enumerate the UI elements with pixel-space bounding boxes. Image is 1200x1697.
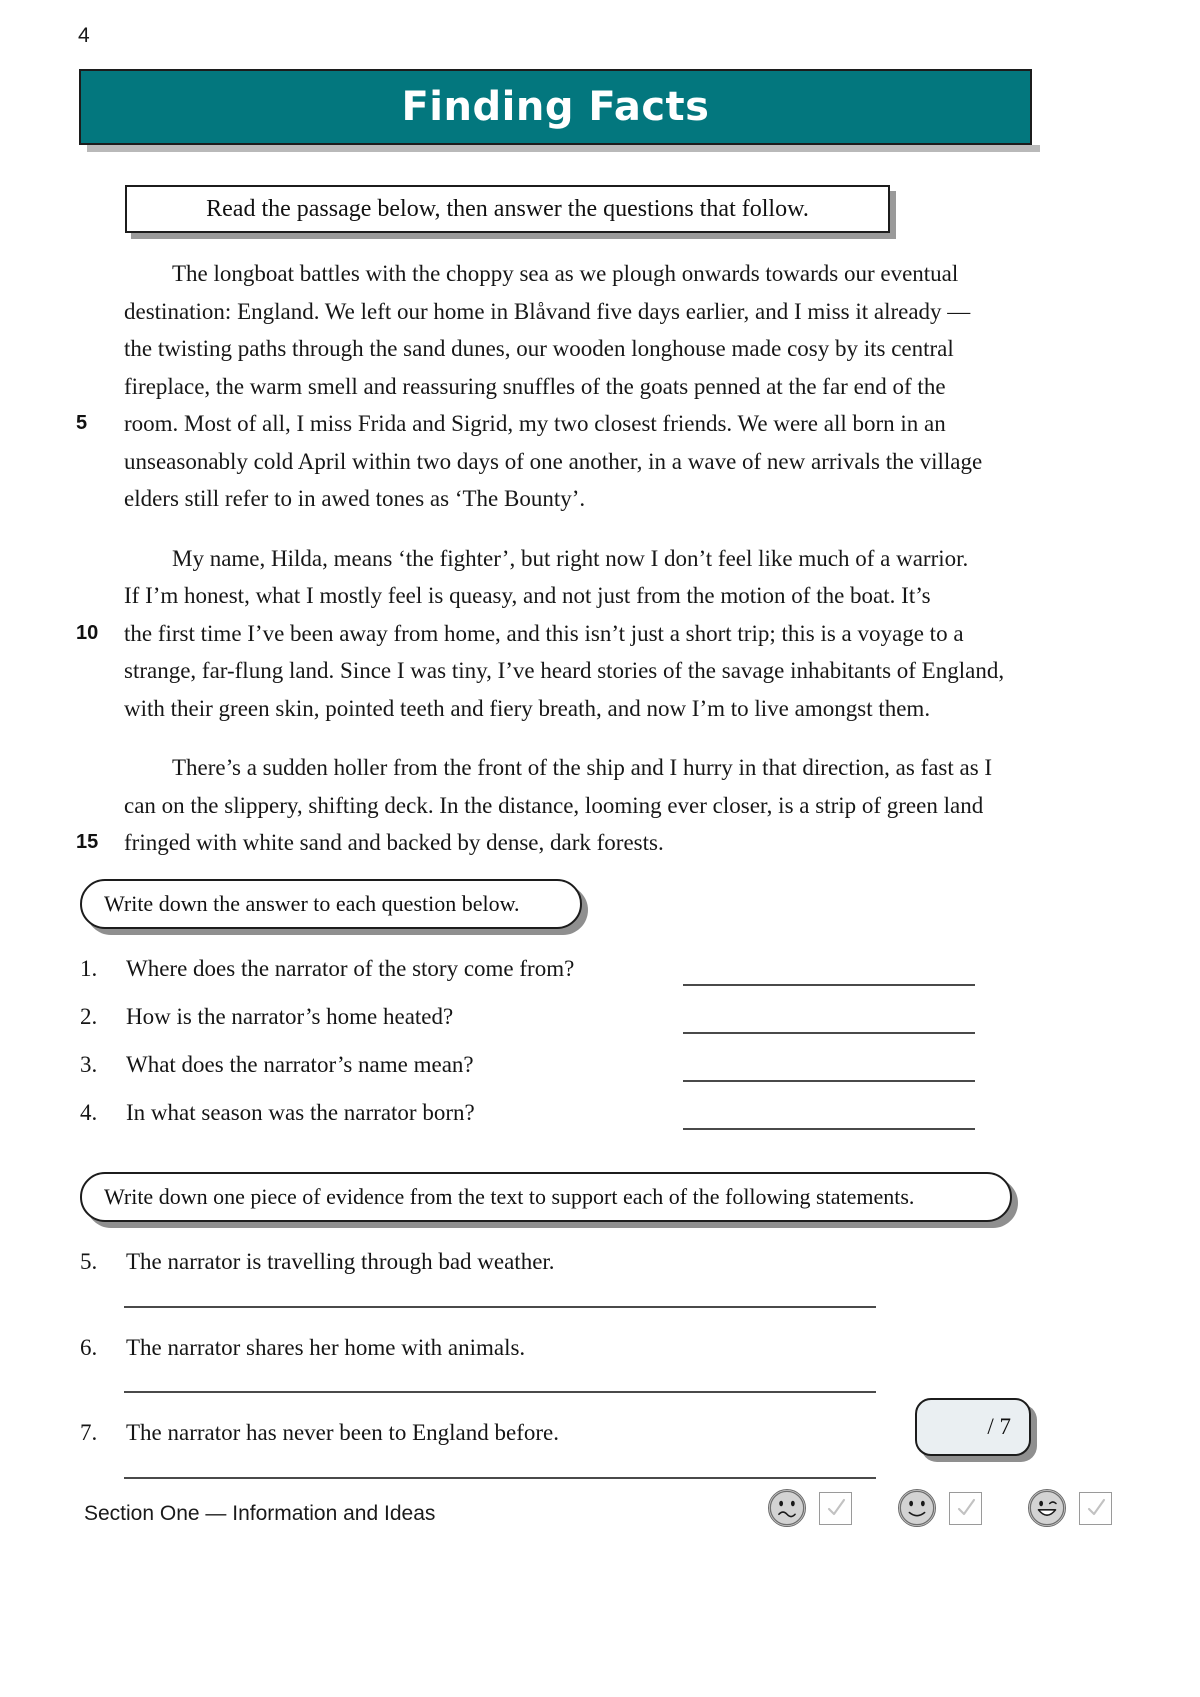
- passage-line: [124, 480, 1034, 518]
- question-number: 6.: [80, 1335, 98, 1360]
- passage-line: [124, 330, 1034, 368]
- passage-line-text: strange, far-flung land. Since I was tiny, I’ve heard stories of the savage inhabitants of England,: [124, 658, 1005, 683]
- passage-line: [124, 368, 1034, 406]
- self-assessment-unsure[interactable]: [768, 1489, 852, 1527]
- answer-line-1[interactable]: [683, 984, 975, 986]
- question-text: The narrator shares her home with animals.: [126, 1335, 526, 1360]
- passage-line: [76, 405, 1034, 443]
- question-number: 5.: [80, 1249, 98, 1274]
- passage-line: [124, 293, 1034, 331]
- evidence-line-5[interactable]: [124, 1306, 876, 1308]
- question-text: In what season was the narrator born?: [126, 1100, 475, 1125]
- passage-line-text: My name, Hilda, means ‘the fighter’, but right now I don’t feel like much of a warrior.: [172, 545, 969, 571]
- footer-section-label: Section One — Information and Ideas: [84, 1502, 436, 1525]
- check-icon: [825, 1497, 847, 1519]
- winking-happy-face-icon: [1028, 1489, 1066, 1527]
- passage-line-text: unseasonably cold April within two days of one another, in a wave of new arrivals the village: [124, 448, 983, 474]
- passage-line-number: 15: [76, 831, 99, 853]
- passage-line: [124, 787, 1034, 825]
- title-banner-shadow: [87, 145, 1040, 152]
- passage-line-text: can on the slippery, shifting deck. In the distance, looming ever closer, is a strip of green land: [124, 792, 984, 818]
- page-title: Finding Facts: [401, 84, 710, 130]
- passage-line-text: room. Most of all, I miss Frida and Sigrid, my two closest friends. We were all born in an: [124, 411, 946, 436]
- neutral-smile-face-icon: [898, 1489, 936, 1527]
- evidence-line-7[interactable]: [124, 1477, 876, 1479]
- passage-line-text: the twisting paths through the sand dunes, our wooden longhouse made cosy by its central: [124, 336, 954, 361]
- passage-line: [124, 749, 1034, 787]
- passage-line: [124, 690, 1034, 728]
- check-icon: [955, 1497, 977, 1519]
- evidence-instruction-pill: [80, 1172, 1012, 1222]
- answer-line-2[interactable]: [683, 1032, 975, 1034]
- confident-checkbox[interactable]: [1079, 1492, 1112, 1525]
- passage-line-text: the first time I’ve been away from home, and this isn’t just a short trip; this is a voyage to a: [124, 620, 964, 646]
- read-instruction-box: [125, 185, 890, 233]
- passage-line-text: fringed with white sand and backed by dense, dark forests.: [124, 830, 664, 855]
- question-number: 1.: [80, 956, 98, 981]
- question-item-2: [80, 1004, 453, 1030]
- unsure-face-icon: [768, 1489, 806, 1527]
- question-item-6: [80, 1335, 525, 1361]
- question-number: 4.: [80, 1100, 98, 1125]
- question-text: Where does the narrator of the story come from?: [126, 956, 575, 981]
- passage-line-text: with their green skin, pointed teeth and fiery breath, and now I’m to live amongst them.: [124, 695, 931, 721]
- question-text: The narrator has never been to England before.: [126, 1420, 559, 1445]
- question-text: How is the narrator’s home heated?: [126, 1004, 454, 1029]
- passage-line: [124, 255, 1034, 293]
- passage-line-text: If I’m honest, what I mostly feel is queasy, and not just from the motion of the boat. It’s: [124, 583, 931, 608]
- evidence-instruction-text: Write down one piece of evidence from the text to support each of the following statements.: [104, 1184, 915, 1209]
- title-banner: [79, 69, 1032, 145]
- self-assessment-confident[interactable]: [1028, 1489, 1112, 1527]
- answer-instruction-pill: [80, 879, 582, 929]
- passage-line-text: There’s a sudden holler from the front of the ship and I hurry in that direction, as fast as I: [172, 755, 993, 780]
- evidence-line-6[interactable]: [124, 1391, 876, 1393]
- passage-line-text: destination: England. We left our home in Blåvand five days earlier, and I miss it already —: [124, 298, 971, 324]
- passage-line: [124, 443, 1034, 481]
- passage-line-text: The longboat battles with the choppy sea as we plough onwards towards our eventual: [172, 261, 959, 286]
- passage-line-text: fireplace, the warm smell and reassuring snuffles of the goats penned at the far end of the: [124, 373, 946, 399]
- question-number: 3.: [80, 1052, 98, 1077]
- page-number: 4: [78, 24, 91, 47]
- question-item-3: [80, 1052, 474, 1078]
- passage-line: [124, 652, 1034, 690]
- passage-body: [76, 255, 1034, 862]
- read-instruction-text: Read the passage below, then answer the questions that follow.: [206, 195, 809, 222]
- answer-instruction-text: Write down the answer to each question below.: [104, 891, 520, 916]
- question-item-1: [80, 956, 574, 982]
- passage-line: [76, 824, 1034, 862]
- passage-line: [124, 577, 1034, 615]
- passage-line-text: elders still refer to in awed tones as ‘The Bounty’.: [124, 486, 586, 511]
- paragraph-gap: [124, 518, 1034, 540]
- question-number: 2.: [80, 1004, 98, 1029]
- passage-line: [76, 615, 1034, 653]
- score-box[interactable]: [915, 1398, 1031, 1456]
- question-text: The narrator is travelling through bad weather.: [126, 1249, 555, 1274]
- question-number: 7.: [80, 1420, 98, 1445]
- question-item-7: [80, 1420, 559, 1446]
- question-item-4: [80, 1100, 475, 1126]
- question-item-5: [80, 1249, 555, 1275]
- ok-checkbox[interactable]: [949, 1492, 982, 1525]
- check-icon: [1085, 1497, 1107, 1519]
- unsure-checkbox[interactable]: [819, 1492, 852, 1525]
- answer-line-4[interactable]: [683, 1128, 975, 1130]
- paragraph-gap: [124, 727, 1034, 749]
- score-label: / 7: [987, 1414, 1011, 1439]
- passage-line-number: 5: [76, 412, 88, 434]
- question-text: What does the narrator’s name mean?: [126, 1052, 474, 1077]
- answer-line-3[interactable]: [683, 1080, 975, 1082]
- passage-line-number: 10: [76, 621, 99, 644]
- passage-line: [124, 540, 1034, 578]
- self-assessment-ok[interactable]: [898, 1489, 982, 1527]
